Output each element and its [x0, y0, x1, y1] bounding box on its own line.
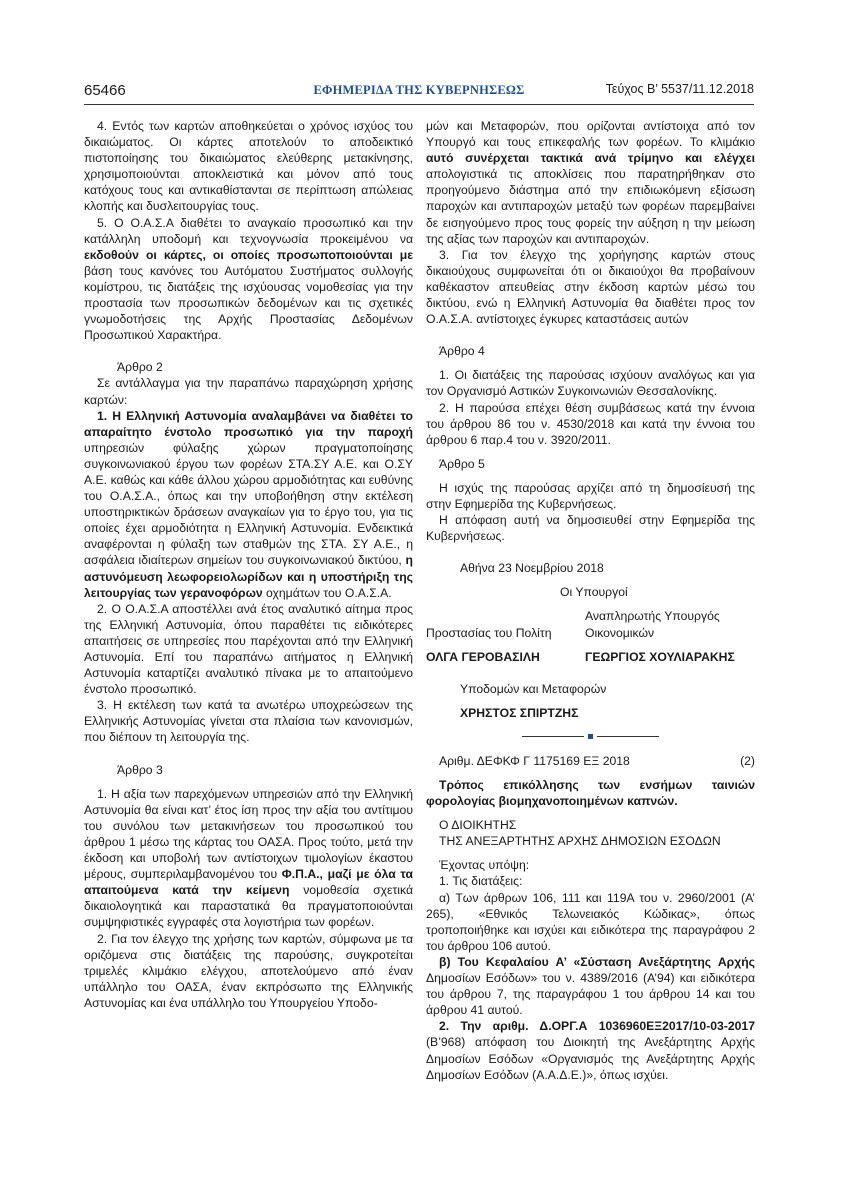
issue-number: Τεύχος Β’ 5537/11.12.2018 — [605, 82, 754, 96]
paragraph: 3. Η εκτέλεση των κατά τα ανωτέρω υποχρεώσεων της Ελληνικής Αστυνομίας γίνεται στα πλαίσια των κανονισμών, που διέπουν τη λειτουργία της. — [84, 698, 413, 745]
right-column — [426, 118, 755, 1083]
text-run: 1. Η αξία των παρεχόμενων υπηρεσιών από την Ελληνική Αστυνομία θα είναι κατ’ έτος ίση προς την αξία του αντίτιμου του συνόλου των μετακινήσεων του προσωπικού του άρθρου 1 μέσω της κάρτας του ΟΑΣΑ. Προς τούτο, μετά την έκδοση και υποβολή των αντίστοιχων τιμολογίων έκαστου μέρους, συμπεριλαμβανομένου του — [84, 786, 413, 882]
text-run: νομοθεσία σχετικά δικαιολογητικά και παραστατικά θα πραγματοποιούνται συμψηφιστικές εγγραφές στα λογιστήρια των φορέων. — [84, 883, 413, 930]
text-run: βάση τους κανόνες του Αυτόματου Συστήματος συλλογής κομίστρου, τις διατάξεις της ισχύουσας νομοθεσίας για την προστασία των προσωπικών δεδομένων και τις σχετικές γνωμοδοτήσεις της Αρχής Προστασίας Δεδομένων Προσωπικού Χαρακτήρα. — [84, 263, 413, 343]
text-run: (Β’968) απόφαση του Διοικητή της Ανεξάρτητης Αρχής Δημοσίων Εσόδων «Οργανισμός της Ανεξάρτητης Αρχής Δημοσίων Εσόδων (Α.Α.Δ.Ε.)», όπως ισχύει. — [426, 1035, 755, 1082]
bold-run: η αστυνόμευση λεωφορειολωρίδων και η υποστήριξη της λειτουργίας των γερανοφόρων — [84, 553, 413, 600]
paragraph: Σε αντάλλαγμα για την παραπάνω παραχώρηση χρήσης καρτών: — [84, 376, 413, 407]
signature-title: Υποδομών και Μεταφορών — [460, 681, 607, 696]
section-separator — [426, 729, 755, 745]
issuer-line: ΤΗΣ ΑΝΕΞΑΡΤΗΤΗΣ ΑΡΧΗΣ ΔΗΜΟΣΙΩΝ ΕΣΟΔΩΝ — [439, 834, 721, 849]
signing-date: Αθήνα 23 Νοεμβρίου 2018 — [460, 561, 604, 576]
page-header — [84, 80, 754, 106]
article-heading: Άρθρο 3 — [117, 762, 163, 777]
text-run: οχημάτων του Ο.Α.Σ.Α. — [262, 585, 392, 600]
paragraph — [84, 215, 413, 344]
paragraph: 2. Η παρούσα επέχει θέση συμβάσεως κατά την έννοια του άρθρου 86 του ν. 4530/2018 και κατά την έννοια του άρθρου 6 παρ.4 του ν. 3920/2011. — [426, 400, 755, 447]
bold-run: 2. Την αριθμ. Δ.ΟΡΓ.Α 1036960ΕΞ2017/10-03-2017 — [439, 1019, 755, 1034]
paragraph: Η ισχύς της παρούσας αρχίζει από τη δημοσίευσή της στην Εφημερίδα της Κυβερνήσεως. — [426, 480, 755, 511]
article-heading: Άρθρο 2 — [117, 360, 163, 375]
paragraph: 3. Για τον έλεγχο της χορήγησης καρτών στους δικαιούχους συμφωνείται ότι οι δικαιούχοι θα προβαίνουν καθέκαστον απευθείας στην έκδοση καρτών μέσω του δικτύου, ενώ η Ελληνική Αστυνομία θα διαθέτει προς τον Ο.Α.Σ.Α. αντίστοιχες έγκυρες καταστάσεις αυτών — [426, 247, 755, 327]
page-number: 65466 — [84, 82, 126, 99]
text-run: μών και Μεταφορών, που ορίζονται αντίστοιχα από τον Υπουργό και τους επικεφαλής των φορέων. Το κλιμάκιο — [426, 119, 755, 150]
decision-index: (2) — [740, 753, 755, 768]
paragraph: α) Των άρθρων 106, 111 και 119Α του ν. 2960/2001 (Α’ 265), «Εθνικός Τελωνειακός Κώδικας», όπως τροποποιήθηκε και ισχύει και ειδικότερα της παραγράφου 2 του άρθρου 106 αυτού. — [426, 890, 755, 953]
paragraph: 2. Για τον έλεγχο της χρήσης των καρτών, σύμφωνα με τα οριζόμενα στις διατάξεις της παρούσης, συγκροτείται τριμελές κλιμάκιο ελέγχου, αποτελούμενο από έναν υπάλληλο του ΟΑΣΑ, έναν εκπρόσωπο της Ελληνικής Αστυνομίας και ένα υπάλληλο του Υπουργείου Υποδο- — [84, 931, 413, 1010]
signatory-name: ΟΛΓΑ ΓΕΡΟΒΑΣΙΛΗ — [426, 649, 540, 664]
article-heading: Άρθρο 5 — [439, 456, 485, 471]
bold-run: β) Του Κεφαλαίου Α’ «Σύσταση Ανεξάρτητης Αρχής — [439, 954, 755, 969]
paragraph: 2. Ο Ο.Α.Σ.Α αποστέλλει ανά έτος αναλυτικό αίτημα προς της Ελληνική Αστυνομία, όπου παραθέτει τις ειδικότερες απαιτήσεις σε υπηρεσίες που παρέχονται από την Ελληνική Αστυνομία. Επί του παραπάνω αιτήματος η Ελληνική Αστυνομία καταρτίζει αναλυτικό πίνακα με το απαιτούμενο ένστολο προσωπικό. — [84, 601, 413, 697]
decision-number: Αριθμ. ΔΕΦΚΦ Γ 1175169 ΕΞ 2018 — [439, 753, 630, 768]
signature-title: Αναπληρωτής Υπουργός — [585, 609, 720, 624]
bold-run: εκδοθούν οι κάρτες, οι οποίες προσωποποιούνται με — [84, 247, 413, 262]
left-column — [84, 118, 413, 1011]
bold-run: Φ.Π.Α., μαζί με όλα τα απαιτούμενα κατά την κείμενη — [84, 867, 413, 898]
signature-title: Οικονομικών — [585, 625, 655, 640]
text-run: υπηρεσιών φύλαξης χώρων πραγματοποίησης συγκοινωνιακού έργου των φορέων ΣΤΑ.ΣΥ Α.Ε. και Ο.ΣΥ Α.Ε. καθώς και κάθε άλλου χώρου αρμοδιότητας και ευθύνης του Ο.Α.Σ.Α., όπως και την υποβοήθηση στην εκτέλεση υποστηρικτικών δράσεων αναγκαίων για το έργο του, για τις οποίες έχει αρμοδιότητα η Ελληνική Αστυνομία. Ενδεικτικά αναφέρονται η φύλαξη των σταθμών της ΣΤΑ. ΣΥ Α.Ε., η ασφάλεια ιδιαίτερων σημείων του συγκοινωνιακού δικτύου, — [84, 440, 413, 568]
paragraph — [426, 954, 755, 1018]
ministers-label: Οι Υπουργοί — [560, 585, 628, 600]
decision-number-row — [426, 753, 755, 769]
text-run: Δημοσίων Εσόδων» του ν. 4389/2016 (Α’94) και ειδικότερα του άρθρου 7, της παραγράφου 1 του άρθρου 14 και του άρθρου 41 αυτού. — [426, 971, 755, 1018]
gazette-title: ΕΦΗΜΕΡΙΔΑ ΤΗΣ ΚΥΒΕΡΝΗΣΕΩΣ — [313, 83, 525, 97]
decision-title: Τρόπος επικόλλησης των ενσήμων ταινιών φορολογίας βιομηχανοποιημένων καπνών. — [426, 778, 755, 809]
paragraph: Έχοντας υπόψη: — [439, 858, 530, 873]
paragraph — [426, 118, 755, 247]
signatures — [426, 608, 755, 664]
paragraph — [84, 408, 413, 601]
bold-run: ΧΡΗΣΤΟΣ ΣΠΙΡΤΖΗΣ — [460, 705, 579, 720]
paragraph — [426, 1018, 755, 1082]
paragraph: Η απόφαση αυτή να δημοσιευθεί στην Εφημερίδα της Κυβερνήσεως. — [426, 513, 755, 544]
header-rule — [84, 104, 754, 105]
bold-run: αυτό συνέρχεται τακτικά ανά τρίμηνο και ελέγχει — [426, 151, 755, 166]
text-run: 5. Ο Ο.Α.Σ.Α διαθέτει το αναγκαίο προσωπικό και την κατάλληλη υποδομή και τεχνογνωσία προκειμένου να — [84, 215, 413, 246]
paragraph: 1. Οι διατάξεις της παρούσας ισχύουν αναλόγως και για τον Οργανισμό Αστικών Συγκοινωνιών Θεσσαλονίκης. — [426, 368, 755, 399]
paragraph — [84, 786, 413, 931]
bold-run: 1. Η Ελληνική Αστυνομία αναλαμβάνει να διαθέτει το απαραίτητο ένστολο προσωπικό για την παροχή — [84, 408, 413, 439]
article-heading: Άρθρο 4 — [439, 344, 485, 359]
text-run: απολογιστικά τις αποκλίσεις που παρατηρήθηκαν στο προηγούμενο διάστημα από την επιδιωκόμενη εξίσωση παροχών και αντιπαροχών μεταξύ των φορέων παρεμβαίνει δε εισηγούμενο προς τους φορείς την αύξηση η την μείωση της αξίας των παροχών και αντιπαροχών. — [426, 167, 755, 246]
issuer-line: Ο ΔΙΟΙΚΗΤΗΣ — [439, 818, 517, 833]
signature-title: Προστασίας του Πολίτη — [426, 625, 552, 640]
paragraph: 4. Εντός των καρτών αποθηκεύεται ο χρόνος ισχύος του δικαιώματος. Οι κάρτες αποτελούν το αποδεικτικό πιστοποίησης του δικαιώματος ελεύθερης μετακίνησης, χρησιμοποιούνται αποκλειστικά και μόνον από τους κατόχους τους και αντικαθίστανται σε περίπτωση απώλειας κλοπής και δυσλειτουργίας τους. — [84, 119, 413, 214]
paragraph: 1. Τις διατάξεις: — [439, 874, 523, 889]
signatory-name: ΓΕΩΡΓΙΟΣ ΧΟΥΛΙΑΡΑΚΗΣ — [585, 649, 735, 664]
signatory-name — [426, 705, 755, 721]
